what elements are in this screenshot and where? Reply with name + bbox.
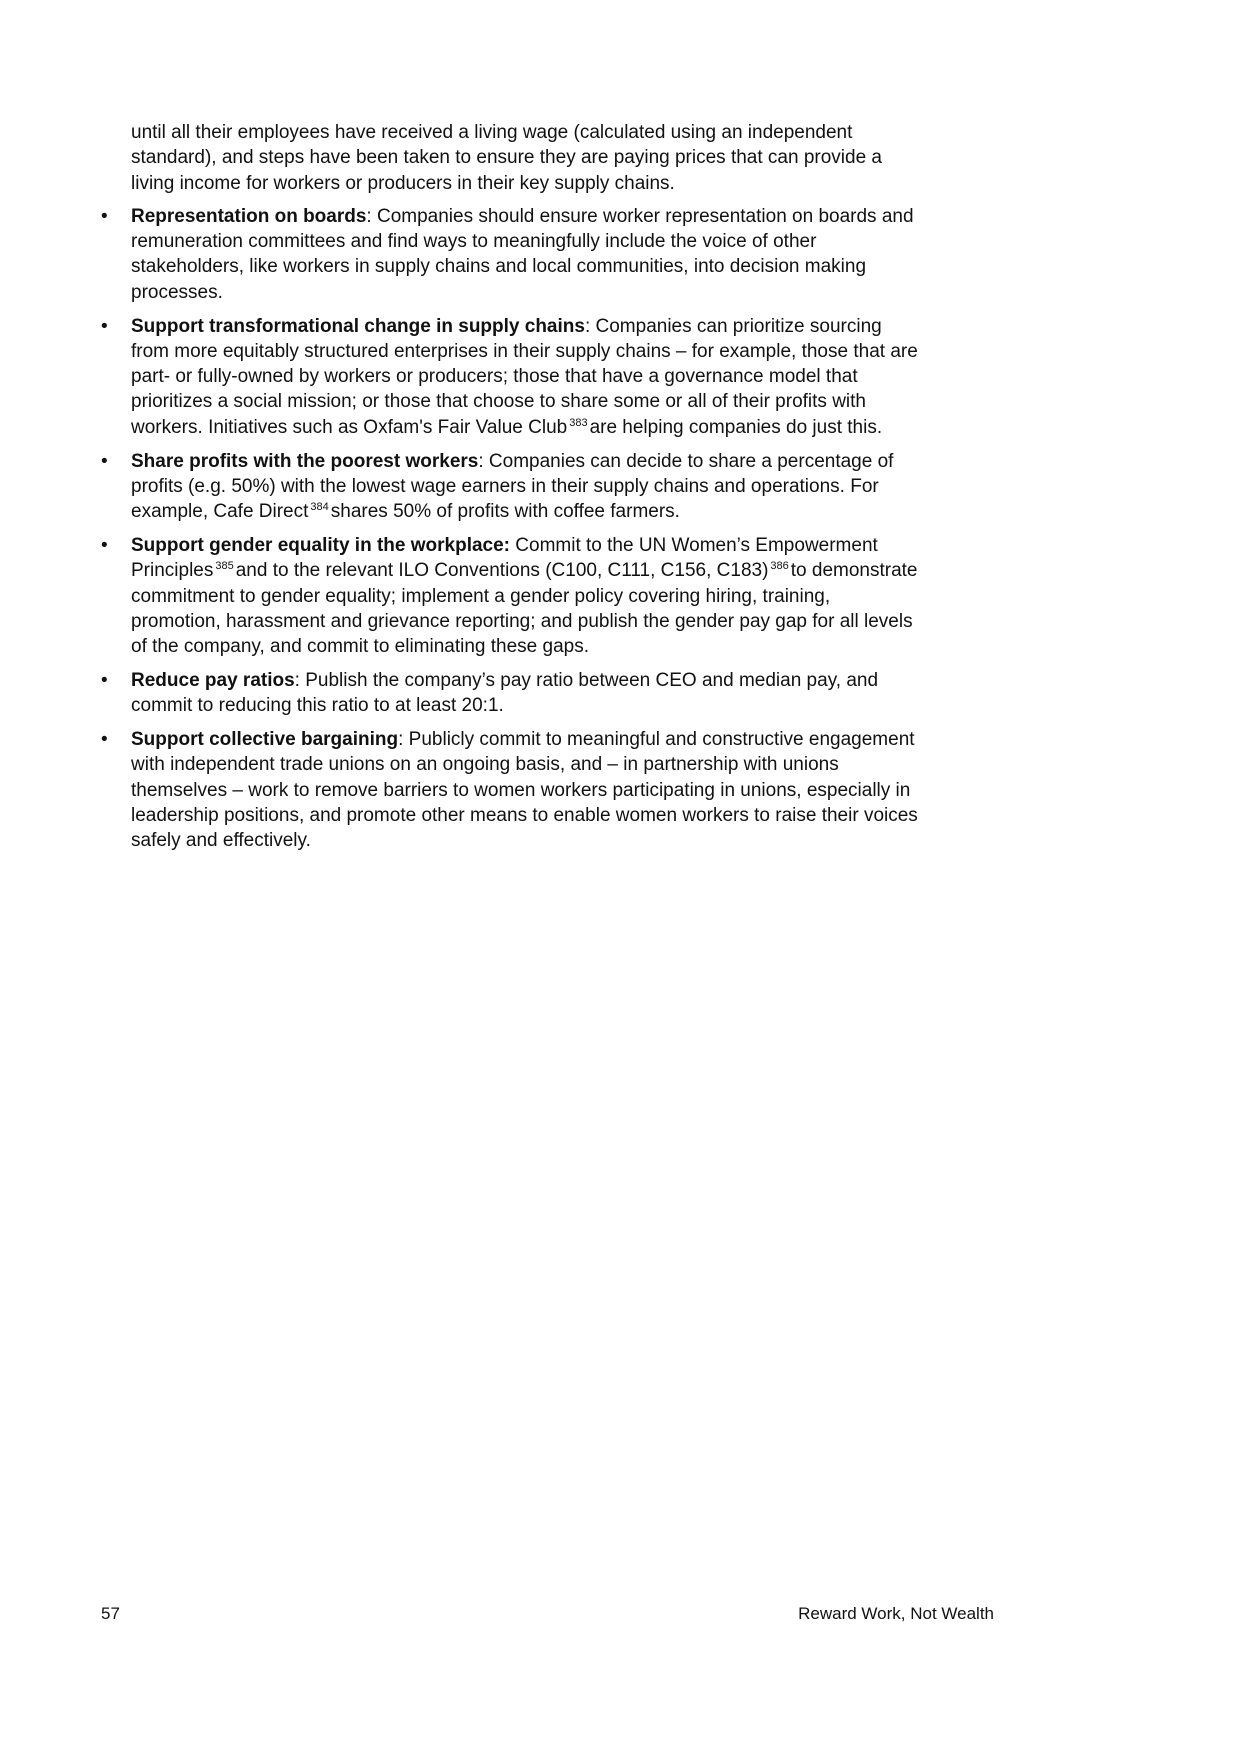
bullet-icon: •: [101, 534, 108, 556]
list-item: [101, 204, 921, 305]
continuation-paragraph: until all their employees have received a living wage (calculated using an independent standard), and steps have been taken to ensure they are paying prices that can provide a living income for workers or producers in their key supply chains.: [131, 122, 882, 194]
item-heading: Representation on boards: [131, 205, 367, 227]
item-text: Commit to the UN Women’s Empowerment Principles: [131, 534, 878, 582]
footnote-reference[interactable]: 384: [310, 501, 329, 514]
bullet-icon: •: [101, 450, 108, 472]
item-heading: Support gender equality in the workplace:: [131, 534, 510, 556]
list-item: [101, 533, 921, 659]
item-text: : Publish the company’s pay ratio between CEO and median pay, and commit to reducing this ratio to at least 20:1.: [131, 669, 879, 717]
item-heading: Support collective bargaining: [131, 729, 399, 751]
footnote-reference[interactable]: 386: [770, 560, 789, 573]
item-text: : Companies should ensure worker representation on boards and remuneration committees and find ways to meaningfully include the voice of other stakeholders, like workers in supply chains and local communities, into decision making processes.: [131, 205, 914, 303]
footnote-reference[interactable]: 383: [569, 416, 588, 429]
page-content: [101, 101, 921, 862]
item-text: and to the relevant ILO Conventions (C100, C111, C156, C183): [235, 560, 769, 582]
bullet-icon: •: [101, 669, 108, 691]
bullet-icon: •: [101, 205, 108, 227]
item-heading: Share profits with the poorest workers: [131, 450, 479, 472]
item-text: : Companies can prioritize sourcing from more equitably structured enterprises in their supply chains – for example, those that are part- or fully-owned by workers or producers; those that have a governance model that prioritizes a social mission; or those that choose to share some or all of their profits with workers. Initiatives such as Oxfam's Fair Value Club: [131, 315, 918, 438]
footnote-reference[interactable]: 385: [215, 560, 234, 573]
item-text: to demonstrate commitment to gender equality; implement a gender policy covering hiring, training, promotion, harassment and grievance reporting; and publish the gender pay gap for all levels of the company, and commit to eliminating these gaps.: [131, 560, 918, 658]
list-item: [101, 314, 921, 440]
page-number: 57: [101, 1604, 120, 1623]
document-title: Reward Work, Not Wealth: [798, 1604, 994, 1623]
bullet-icon: •: [101, 315, 108, 337]
bullet-icon: •: [101, 729, 108, 751]
list-item: [101, 727, 921, 853]
list-item: [101, 668, 921, 719]
item-heading: Reduce pay ratios: [131, 669, 295, 691]
list-item: [101, 449, 921, 525]
item-heading: Support transformational change in supply chains: [131, 315, 585, 337]
item-text: : Companies can decide to share a percentage of profits (e.g. 50%) with the lowest wage earners in their supply chains and operations. For example, Cafe Direct: [131, 450, 894, 523]
item-text: are helping companies do just this.: [589, 416, 883, 438]
item-text: : Publicly commit to meaningful and constructive engagement with independent trade unions on an ongoing basis, and – in partnership with unions themselves – work to remove barriers to women workers participating in unions, especially in leadership positions, and promote other means to enable women workers to raise their voices safely and effectively.: [131, 729, 918, 852]
recommendation-list: [101, 204, 921, 854]
item-text: shares 50% of profits with coffee farmers.: [330, 501, 680, 523]
